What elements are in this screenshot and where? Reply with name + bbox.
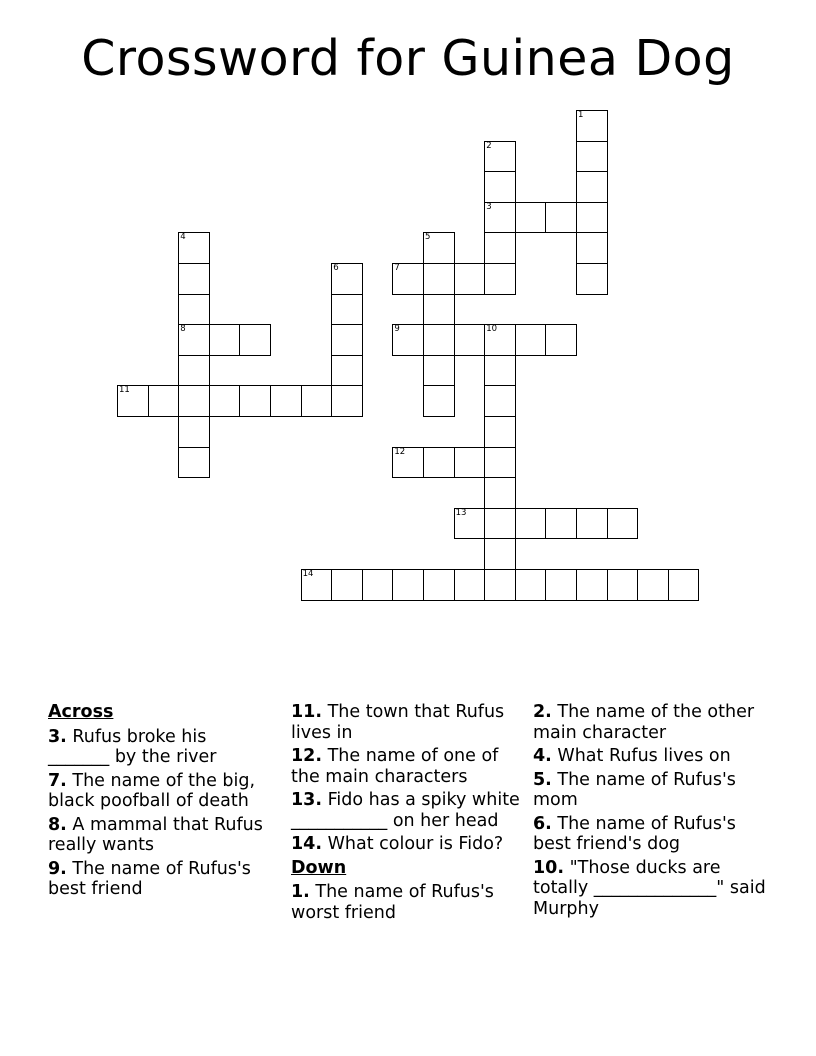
crossword-cell[interactable]	[178, 263, 210, 295]
clue-across-11	[291, 702, 521, 743]
clue-down-5	[533, 770, 773, 811]
crossword-cell[interactable]	[423, 385, 455, 417]
crossword-cell[interactable]	[484, 447, 516, 479]
crossword-cell[interactable]	[423, 324, 455, 356]
crossword-cell[interactable]	[484, 508, 516, 540]
clue-number: 10.	[533, 857, 565, 878]
crossword-cell[interactable]	[178, 416, 210, 448]
crossword-cell[interactable]	[576, 141, 608, 173]
clue-text: The name of Rufus's worst friend	[291, 882, 494, 923]
cell-number: 2	[486, 140, 492, 151]
crossword-cell[interactable]	[454, 263, 486, 295]
clue-text: The name of Rufus's best friend's dog	[533, 813, 736, 854]
crossword-cell[interactable]	[607, 569, 639, 601]
crossword-cell[interactable]	[392, 324, 424, 356]
crossword-cell[interactable]	[484, 232, 516, 264]
cell-number: 4	[180, 232, 186, 243]
crossword-cell[interactable]	[331, 263, 363, 295]
crossword-cell[interactable]	[576, 110, 608, 142]
crossword-cell[interactable]	[668, 569, 700, 601]
crossword-cell[interactable]	[484, 171, 516, 203]
clues-column-2	[291, 702, 521, 926]
clue-across-14	[291, 834, 521, 855]
crossword-cell[interactable]	[362, 569, 394, 601]
crossword-cell[interactable]	[392, 569, 424, 601]
clue-across-12	[291, 746, 521, 787]
crossword-cell[interactable]	[545, 202, 577, 234]
clue-down-4	[533, 746, 773, 767]
clue-down-10	[533, 858, 773, 920]
crossword-cell[interactable]	[484, 324, 516, 356]
clue-number: 12.	[291, 746, 323, 766]
crossword-cell[interactable]	[178, 324, 210, 356]
clue-number: 7.	[48, 770, 67, 791]
cell-number: 14	[302, 569, 314, 579]
crossword-cell[interactable]	[209, 385, 241, 417]
clue-down-2	[533, 702, 773, 743]
clue-text: The name of Rufus's best friend	[48, 858, 251, 899]
clue-across-9	[48, 859, 273, 900]
crossword-cell[interactable]	[301, 569, 333, 601]
crossword-cell[interactable]	[484, 141, 516, 173]
crossword-cell[interactable]	[117, 385, 149, 417]
crossword-cell[interactable]	[178, 447, 210, 479]
crossword-cell[interactable]	[484, 538, 516, 570]
crossword-cell[interactable]	[454, 508, 486, 540]
clue-across-7	[48, 771, 273, 812]
crossword-cell[interactable]	[484, 202, 516, 234]
crossword-cell[interactable]	[178, 385, 210, 417]
crossword-cell[interactable]	[331, 569, 363, 601]
crossword-cell[interactable]	[392, 447, 424, 479]
crossword-cell[interactable]	[607, 508, 639, 540]
cell-number: 3	[486, 201, 492, 212]
cell-number: 10	[486, 324, 498, 335]
crossword-cell[interactable]	[148, 385, 180, 417]
cell-number: 1	[578, 110, 584, 120]
crossword-cell[interactable]	[423, 447, 455, 479]
crossword-cell[interactable]	[423, 232, 455, 264]
crossword-cell[interactable]	[178, 355, 210, 387]
crossword-cell[interactable]	[270, 385, 302, 417]
crossword-cell[interactable]	[576, 508, 608, 540]
crossword-cell[interactable]	[484, 355, 516, 387]
cell-number: 8	[180, 324, 186, 335]
crossword-cell[interactable]	[423, 355, 455, 387]
crossword-cell[interactable]	[301, 385, 333, 417]
clue-down-6	[533, 814, 773, 855]
cell-number: 13	[455, 507, 467, 518]
crossword-cell[interactable]	[331, 324, 363, 356]
crossword-cell[interactable]	[576, 171, 608, 203]
crossword-cell[interactable]	[392, 263, 424, 295]
crossword-cell[interactable]	[484, 416, 516, 448]
clue-number: 4.	[533, 746, 552, 766]
crossword-cell[interactable]	[178, 294, 210, 326]
crossword-cell[interactable]	[209, 324, 241, 356]
crossword-cell[interactable]	[239, 324, 271, 356]
crossword-cell[interactable]	[545, 569, 577, 601]
crossword-cell[interactable]	[423, 569, 455, 601]
clues-column-3	[533, 702, 773, 922]
clues-column-1	[48, 702, 273, 903]
clue-text: The name of one of the main characters	[291, 746, 499, 787]
crossword-cell[interactable]	[637, 569, 669, 601]
crossword-cell[interactable]	[331, 294, 363, 326]
crossword-cell[interactable]	[515, 508, 547, 540]
crossword-cell[interactable]	[576, 232, 608, 264]
crossword-cell[interactable]	[515, 324, 547, 356]
clue-number: 5.	[533, 769, 552, 790]
clue-number: 11.	[291, 702, 323, 722]
crossword-cell[interactable]	[484, 477, 516, 509]
clue-text: The name of the big, black poofball of death	[48, 770, 256, 811]
crossword-cell[interactable]	[239, 385, 271, 417]
clue-number: 2.	[533, 702, 552, 722]
crossword-cell[interactable]	[576, 202, 608, 234]
clue-number: 6.	[533, 813, 552, 834]
crossword-cell[interactable]	[423, 294, 455, 326]
clue-text: The town that Rufus lives in	[291, 702, 505, 743]
crossword-cell[interactable]	[331, 385, 363, 417]
crossword-cell[interactable]	[576, 263, 608, 295]
cell-number: 12	[394, 446, 406, 457]
crossword-cell[interactable]	[454, 324, 486, 356]
crossword-cell[interactable]	[545, 508, 577, 540]
clue-number: 3.	[48, 726, 67, 747]
crossword-cell[interactable]	[484, 263, 516, 295]
clue-text: "Those ducks are totally ______________" said Murphy	[533, 857, 766, 919]
crossword-cell[interactable]	[576, 569, 608, 601]
clue-across-13	[291, 790, 521, 831]
down-heading: Down	[291, 857, 347, 878]
cell-number: 9	[394, 324, 400, 335]
clue-text: What Rufus lives on	[557, 746, 731, 766]
cell-number: 6	[333, 263, 339, 273]
clue-text: Rufus broke his _______ by the river	[48, 726, 217, 767]
clue-across-3	[48, 727, 273, 768]
page-title: Crossword for Guinea Dog	[81, 30, 735, 87]
clue-number: 1.	[291, 882, 310, 902]
clue-across-8	[48, 815, 273, 856]
clue-text: A mammal that Rufus really wants	[48, 814, 263, 855]
crossword-cell[interactable]	[454, 569, 486, 601]
crossword-cell[interactable]	[484, 569, 516, 601]
crossword-cell[interactable]	[178, 232, 210, 264]
crossword-cell[interactable]	[454, 447, 486, 479]
clue-number: 13.	[291, 790, 323, 810]
cell-number: 11	[119, 385, 130, 396]
clue-number: 8.	[48, 814, 67, 835]
across-heading: Across	[48, 702, 114, 722]
crossword-cell[interactable]	[484, 385, 516, 417]
cell-number: 7	[394, 263, 400, 273]
clue-down-1	[291, 882, 521, 923]
cell-number: 5	[425, 232, 431, 243]
clue-text: The name of Rufus's mom	[533, 769, 736, 810]
crossword-cell[interactable]	[545, 324, 577, 356]
crossword-cell[interactable]	[515, 202, 547, 234]
clue-number: 14.	[291, 834, 323, 854]
clue-text: The name of the other main character	[533, 702, 755, 743]
crossword-cell[interactable]	[331, 355, 363, 387]
clue-number: 9.	[48, 858, 67, 879]
clue-text: Fido has a spiky white ___________ on her head	[291, 790, 520, 831]
crossword-cell[interactable]	[423, 263, 455, 295]
clue-text: What colour is Fido?	[327, 834, 504, 854]
crossword-cell[interactable]	[515, 569, 547, 601]
